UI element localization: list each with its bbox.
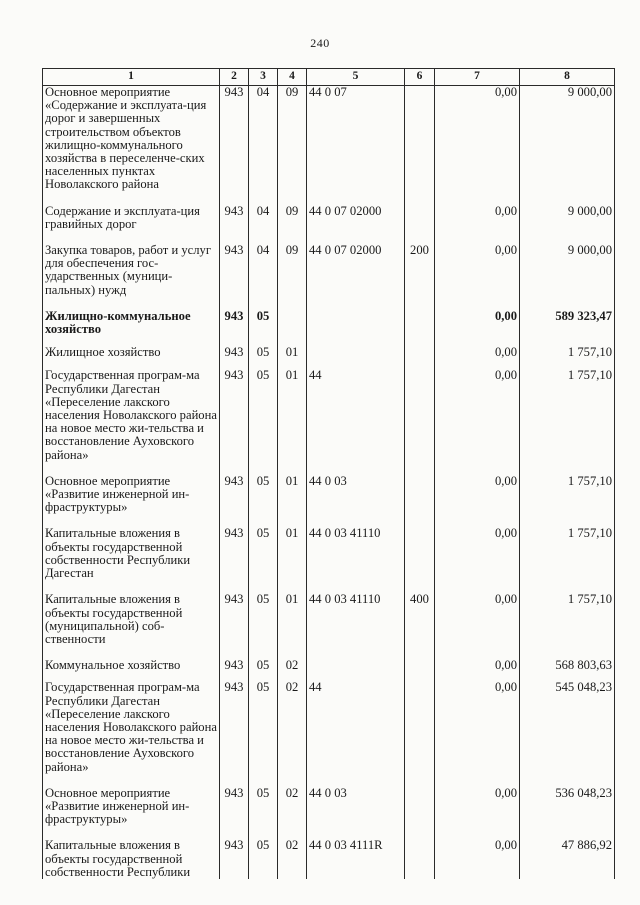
cell-code-4: 01: [278, 475, 307, 528]
header-col-2: 2: [220, 69, 249, 86]
cell-name: Государственная програм-ма Республики Дагестан «Переселение лакского населения Новолакского района на новое место жи-тельства и восстановление Ауховского района»: [43, 681, 220, 786]
cell-amount-8: 1 757,10: [520, 369, 615, 474]
cell-amount-7: 0,00: [435, 86, 520, 205]
cell-code-6: [405, 310, 435, 346]
cell-code-4: 01: [278, 527, 307, 593]
cell-code-2: 943: [220, 346, 249, 369]
cell-amount-7: 0,00: [435, 681, 520, 786]
cell-amount-7: 0,00: [435, 787, 520, 840]
cell-code-4: 09: [278, 244, 307, 310]
cell-code-6: [405, 369, 435, 474]
cell-amount-8: 589 323,47: [520, 310, 615, 346]
cell-code-6: 200: [405, 244, 435, 310]
cell-name: Капитальные вложения в объекты государственной собственности Республики: [43, 839, 220, 879]
cell-code-6: [405, 86, 435, 205]
cell-name: Коммунальное хозяйство: [43, 659, 220, 681]
table-row: [43, 659, 615, 681]
page-number: 240: [310, 36, 330, 50]
table-row: [43, 205, 615, 244]
cell-code-3: 05: [249, 681, 278, 786]
cell-amount-8: 536 048,23: [520, 787, 615, 840]
cell-code-6: [405, 475, 435, 528]
cell-code-4: 02: [278, 787, 307, 840]
cell-code-5: [307, 310, 405, 346]
table-row: [43, 839, 615, 879]
cell-code-6: [405, 527, 435, 593]
cell-amount-7: 0,00: [435, 527, 520, 593]
cell-code-3: 05: [249, 475, 278, 528]
cell-code-3: 05: [249, 527, 278, 593]
cell-amount-8: 9 000,00: [520, 244, 615, 310]
cell-code-2: 943: [220, 839, 249, 879]
cell-code-4: 09: [278, 205, 307, 244]
cell-code-3: 05: [249, 659, 278, 681]
table-header-row: [43, 69, 615, 86]
cell-code-3: 05: [249, 593, 278, 659]
cell-code-3: 04: [249, 86, 278, 205]
table-row: [43, 593, 615, 659]
table-row: [43, 86, 615, 205]
cell-amount-8: 47 886,92: [520, 839, 615, 879]
cell-code-4: 02: [278, 659, 307, 681]
cell-amount-7: 0,00: [435, 310, 520, 346]
cell-amount-7: 0,00: [435, 244, 520, 310]
cell-code-5: [307, 346, 405, 369]
header-col-8: 8: [520, 69, 615, 86]
cell-amount-7: 0,00: [435, 659, 520, 681]
cell-code-5: 44: [307, 681, 405, 786]
cell-code-2: 943: [220, 205, 249, 244]
header-col-1: 1: [43, 69, 220, 86]
cell-code-2: 943: [220, 244, 249, 310]
cell-amount-8: 9 000,00: [520, 86, 615, 205]
cell-code-4: 09: [278, 86, 307, 205]
cell-name: Основное мероприятие «Содержание и эксплуата-ция дорог и завершенных строительством объектов жилищно-коммунального хозяйства в переселенче-ских населенных пунктах Новолакского района: [43, 86, 220, 205]
cell-code-6: [405, 839, 435, 879]
cell-amount-8: 9 000,00: [520, 205, 615, 244]
cell-code-5: 44 0 07 02000: [307, 205, 405, 244]
cell-code-2: 943: [220, 369, 249, 474]
cell-code-5: 44 0 07: [307, 86, 405, 205]
cell-code-3: 04: [249, 244, 278, 310]
table-row: [43, 475, 615, 528]
cell-code-6: [405, 205, 435, 244]
cell-code-6: [405, 787, 435, 840]
cell-code-6: [405, 346, 435, 369]
table-body: [43, 86, 615, 879]
cell-code-2: 943: [220, 593, 249, 659]
budget-table: [42, 68, 615, 879]
table-row: [43, 681, 615, 786]
cell-code-4: 02: [278, 839, 307, 879]
cell-code-5: 44 0 03 41110: [307, 527, 405, 593]
table-row: [43, 787, 615, 840]
cell-code-2: 943: [220, 527, 249, 593]
cell-code-3: 05: [249, 839, 278, 879]
cell-code-5: 44 0 03: [307, 787, 405, 840]
header-col-5: 5: [307, 69, 405, 86]
cell-code-4: 01: [278, 346, 307, 369]
cell-code-4: 02: [278, 681, 307, 786]
cell-code-2: 943: [220, 659, 249, 681]
table-row: [43, 527, 615, 593]
cell-code-5: 44 0 03 41110: [307, 593, 405, 659]
cell-code-4: 01: [278, 593, 307, 659]
cell-amount-8: 1 757,10: [520, 475, 615, 528]
cell-code-5: [307, 659, 405, 681]
cell-code-6: [405, 681, 435, 786]
cell-code-5: 44 0 03: [307, 475, 405, 528]
cell-code-3: 04: [249, 205, 278, 244]
header-col-3: 3: [249, 69, 278, 86]
cell-code-2: 943: [220, 681, 249, 786]
cell-name: Закупка товаров, работ и услуг для обеспечения гос-ударственных (муници-пальных) нужд: [43, 244, 220, 310]
table-row: [43, 369, 615, 474]
cell-name: Капитальные вложения в объекты государственной собственности Республики Дагестан: [43, 527, 220, 593]
cell-amount-7: 0,00: [435, 593, 520, 659]
cell-amount-8: 545 048,23: [520, 681, 615, 786]
cell-name: Жилищное хозяйство: [43, 346, 220, 369]
header-col-7: 7: [435, 69, 520, 86]
header-col-4: 4: [278, 69, 307, 86]
cell-code-2: 943: [220, 310, 249, 346]
cell-name: Основное мероприятие «Развитие инженерной ин-фраструктуры»: [43, 787, 220, 840]
cell-code-6: [405, 659, 435, 681]
cell-name: Жилищно-коммунальное хозяйство: [43, 310, 220, 346]
cell-amount-7: 0,00: [435, 369, 520, 474]
header-col-6: 6: [405, 69, 435, 86]
cell-name: Основное мероприятие «Развитие инженерной ин-фраструктуры»: [43, 475, 220, 528]
cell-amount-7: 0,00: [435, 839, 520, 879]
cell-code-2: 943: [220, 787, 249, 840]
cell-amount-8: 1 757,10: [520, 527, 615, 593]
cell-code-5: 44 0 03 4111R: [307, 839, 405, 879]
cell-code-3: 05: [249, 369, 278, 474]
cell-amount-8: 568 803,63: [520, 659, 615, 681]
cell-code-4: 01: [278, 369, 307, 474]
cell-amount-7: 0,00: [435, 346, 520, 369]
cell-amount-7: 0,00: [435, 475, 520, 528]
cell-name: Капитальные вложения в объекты государственной (муниципальной) соб-ственности: [43, 593, 220, 659]
cell-name: Содержание и эксплуата-ция гравийных дорог: [43, 205, 220, 244]
table-row: [43, 244, 615, 310]
cell-code-5: 44: [307, 369, 405, 474]
cell-name: Государственная програм-ма Республики Дагестан «Переселение лакского населения Новолакского района на новое место жи-тельства и восстановление Ауховского района»: [43, 369, 220, 474]
cell-code-3: 05: [249, 346, 278, 369]
cell-code-6: 400: [405, 593, 435, 659]
cell-amount-7: 0,00: [435, 205, 520, 244]
cell-code-2: 943: [220, 86, 249, 205]
cell-amount-8: 1 757,10: [520, 346, 615, 369]
cell-code-2: 943: [220, 475, 249, 528]
cell-amount-8: 1 757,10: [520, 593, 615, 659]
cell-code-3: 05: [249, 310, 278, 346]
cell-code-3: 05: [249, 787, 278, 840]
cell-code-4: [278, 310, 307, 346]
table-row: [43, 310, 615, 346]
table-row: [43, 346, 615, 369]
cell-code-5: 44 0 07 02000: [307, 244, 405, 310]
